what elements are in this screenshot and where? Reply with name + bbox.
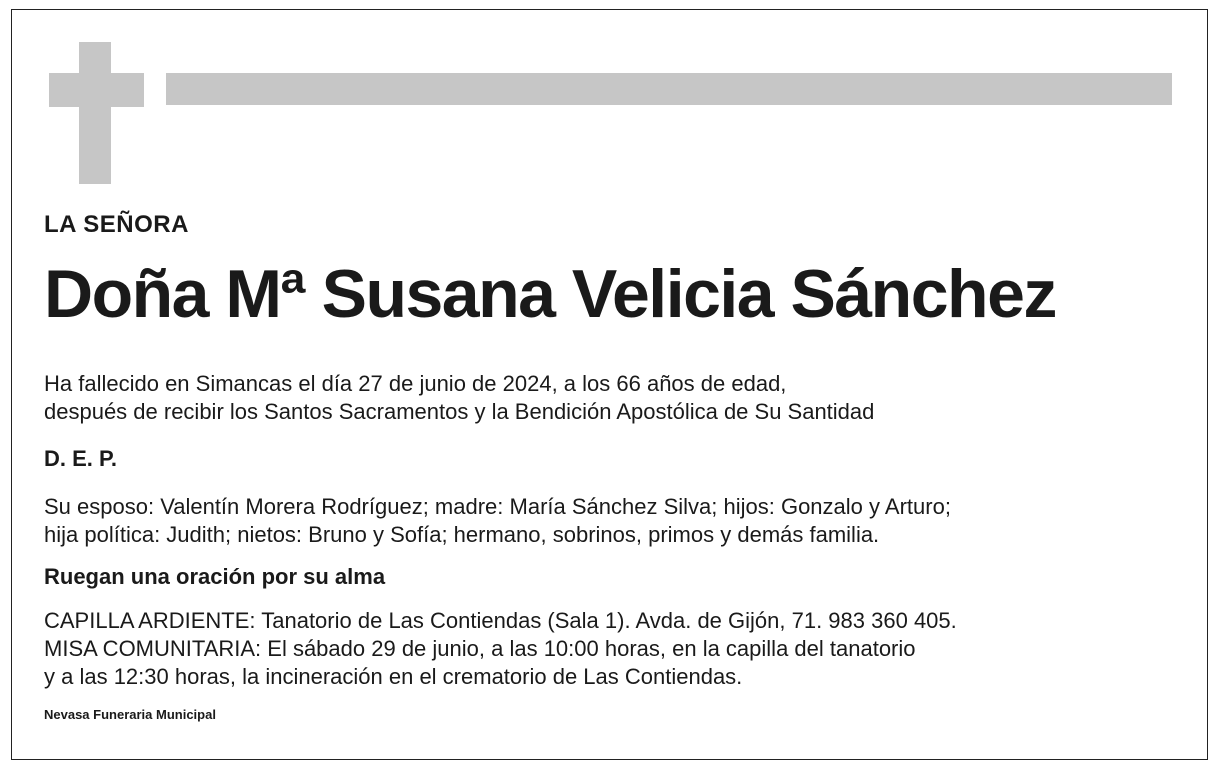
service-line: y a las 12:30 horas, la incineración en el crematorio de Las Contiendas. [44, 664, 743, 689]
death-line: después de recibir los Santos Sacramentos y la Bendición Apostólica de Su Santidad [44, 399, 875, 424]
prayer-request: Ruegan una oración por su alma [44, 564, 386, 589]
family-line: Su esposo: Valentín Morera Rodríguez; madre: María Sánchez Silva; hijos: Gonzalo y Arturo; [44, 494, 951, 519]
cross-horizontal-bar [49, 73, 144, 107]
deceased-name: Doña Mª Susana Velicia Sánchez [44, 256, 1056, 332]
rest-in-peace: D. E. P. [44, 446, 117, 471]
service-line: MISA COMUNITARIA: El sábado 29 de junio, a las 10:00 horas, en la capilla del tanatorio [44, 636, 916, 661]
service-details [44, 607, 957, 691]
service-line: CAPILLA ARDIENTE: Tanatorio de Las Contiendas (Sala 1). Avda. de Gijón, 71. 983 360 405. [44, 608, 957, 633]
title-prefix: LA SEÑORA [44, 211, 189, 238]
death-line: Ha fallecido en Simancas el día 27 de junio de 2024, a los 66 años de edad, [44, 371, 787, 396]
death-announcement [44, 370, 874, 426]
header-rule-bar [166, 73, 1172, 105]
family-list [44, 493, 951, 549]
cross-vertical-bar [79, 42, 111, 184]
family-line: hija política: Judith; nietos: Bruno y Sofía; hermano, sobrinos, primos y demás familia. [44, 522, 880, 547]
funeral-home: Nevasa Funeraria Municipal [44, 707, 216, 722]
